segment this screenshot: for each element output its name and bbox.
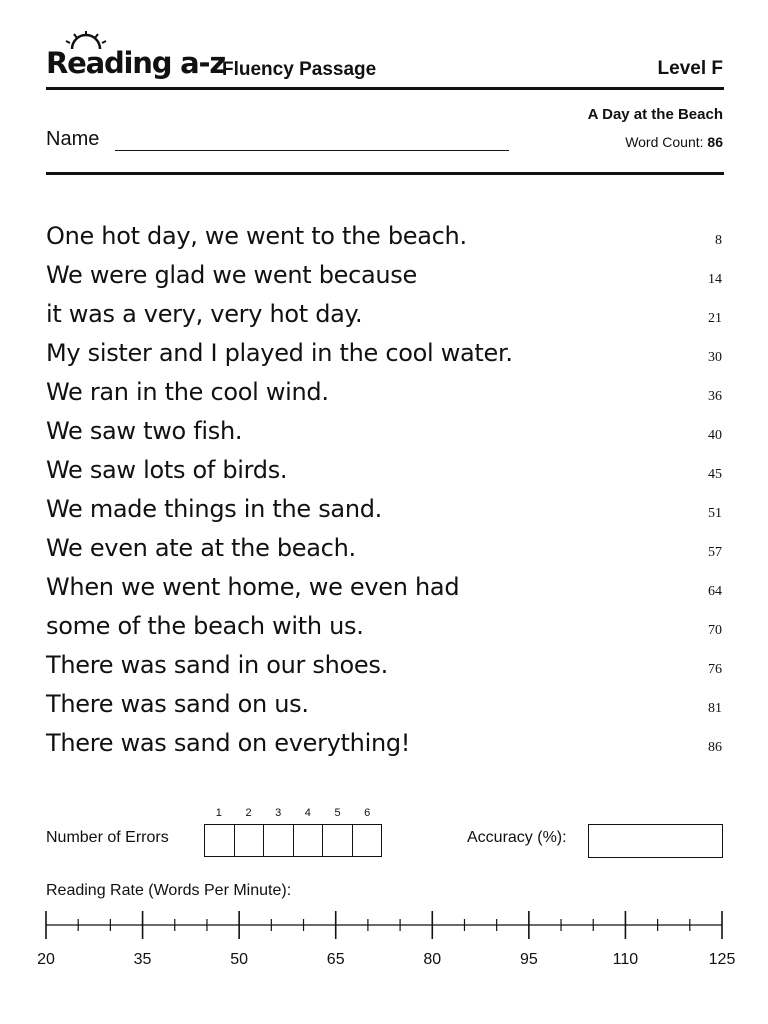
error-cell[interactable] (294, 825, 324, 856)
word-count-value: 86 (707, 134, 723, 150)
story-title: A Day at the Beach (587, 106, 723, 123)
running-word-count: 86 (708, 740, 722, 755)
passage-line: We were glad we went because (46, 261, 417, 289)
error-cell[interactable] (235, 825, 265, 856)
scale-label: 110 (612, 951, 639, 968)
word-count-label: Word Count: (625, 134, 704, 150)
passage-line: One hot day, we went to the beach. (46, 222, 467, 250)
running-word-count: 8 (715, 233, 722, 248)
error-number: 4 (304, 807, 311, 819)
error-cell[interactable] (353, 825, 382, 856)
errors-label: Number of Errors (46, 829, 169, 846)
passage-line: We saw lots of birds. (46, 456, 288, 484)
passage-line: My sister and I played in the cool water. (46, 339, 513, 367)
error-number: 2 (245, 807, 252, 819)
running-word-count: 21 (708, 311, 722, 326)
passage-line: When we went home, we even had (46, 573, 460, 601)
passage-line: We made things in the sand. (46, 495, 383, 523)
running-word-count: 36 (708, 389, 722, 404)
name-label: Name (46, 128, 100, 150)
accuracy-input-box[interactable] (588, 824, 723, 858)
reading-az-logo (46, 30, 226, 82)
running-word-count: 14 (708, 272, 722, 287)
running-word-count: 51 (708, 506, 722, 521)
accuracy-label: Accuracy (%): (467, 829, 567, 846)
running-word-count: 45 (708, 467, 722, 482)
running-word-count: 30 (708, 350, 722, 365)
scale-label: 35 (133, 951, 152, 968)
passage-line: We even ate at the beach. (46, 534, 356, 562)
passage-line: There was sand in our shoes. (46, 651, 388, 679)
scale-label: 50 (230, 951, 249, 968)
scale-label: 80 (423, 951, 442, 968)
name-rule (46, 172, 724, 175)
logo-text: Reading a-z (46, 46, 226, 80)
scale-label: 95 (519, 951, 538, 968)
error-cell[interactable] (264, 825, 294, 856)
scale-label: 125 (708, 951, 736, 968)
errors-box (204, 824, 382, 857)
scale-label: 65 (326, 951, 345, 968)
passage-line: some of the beach with us. (46, 612, 364, 640)
header-subtitle: Fluency Passage (222, 59, 377, 80)
passage-line: We saw two fish. (46, 417, 243, 445)
running-word-count: 70 (708, 623, 722, 638)
scale-label: 20 (37, 951, 55, 968)
running-word-count: 57 (708, 545, 722, 560)
running-word-count: 64 (708, 584, 722, 599)
header-rule (46, 87, 724, 90)
error-cell[interactable] (205, 825, 235, 856)
reading-rate-scale[interactable] (0, 900, 768, 948)
error-number: 3 (275, 807, 282, 819)
passage-line: it was a very, very hot day. (46, 300, 363, 328)
error-number: 1 (215, 807, 222, 819)
word-count (625, 134, 723, 150)
error-cell[interactable] (323, 825, 353, 856)
level-label: Level F (657, 58, 723, 79)
running-word-count: 81 (708, 701, 722, 716)
error-number: 5 (334, 807, 341, 819)
passage-line: There was sand on us. (46, 690, 309, 718)
running-word-count: 76 (708, 662, 722, 677)
error-number: 6 (364, 807, 371, 819)
reading-rate-label: Reading Rate (Words Per Minute): (46, 882, 292, 899)
name-field-line[interactable] (115, 150, 509, 151)
passage-line: We ran in the cool wind. (46, 378, 329, 406)
running-word-count: 40 (708, 428, 722, 443)
passage-line: There was sand on everything! (46, 729, 411, 757)
